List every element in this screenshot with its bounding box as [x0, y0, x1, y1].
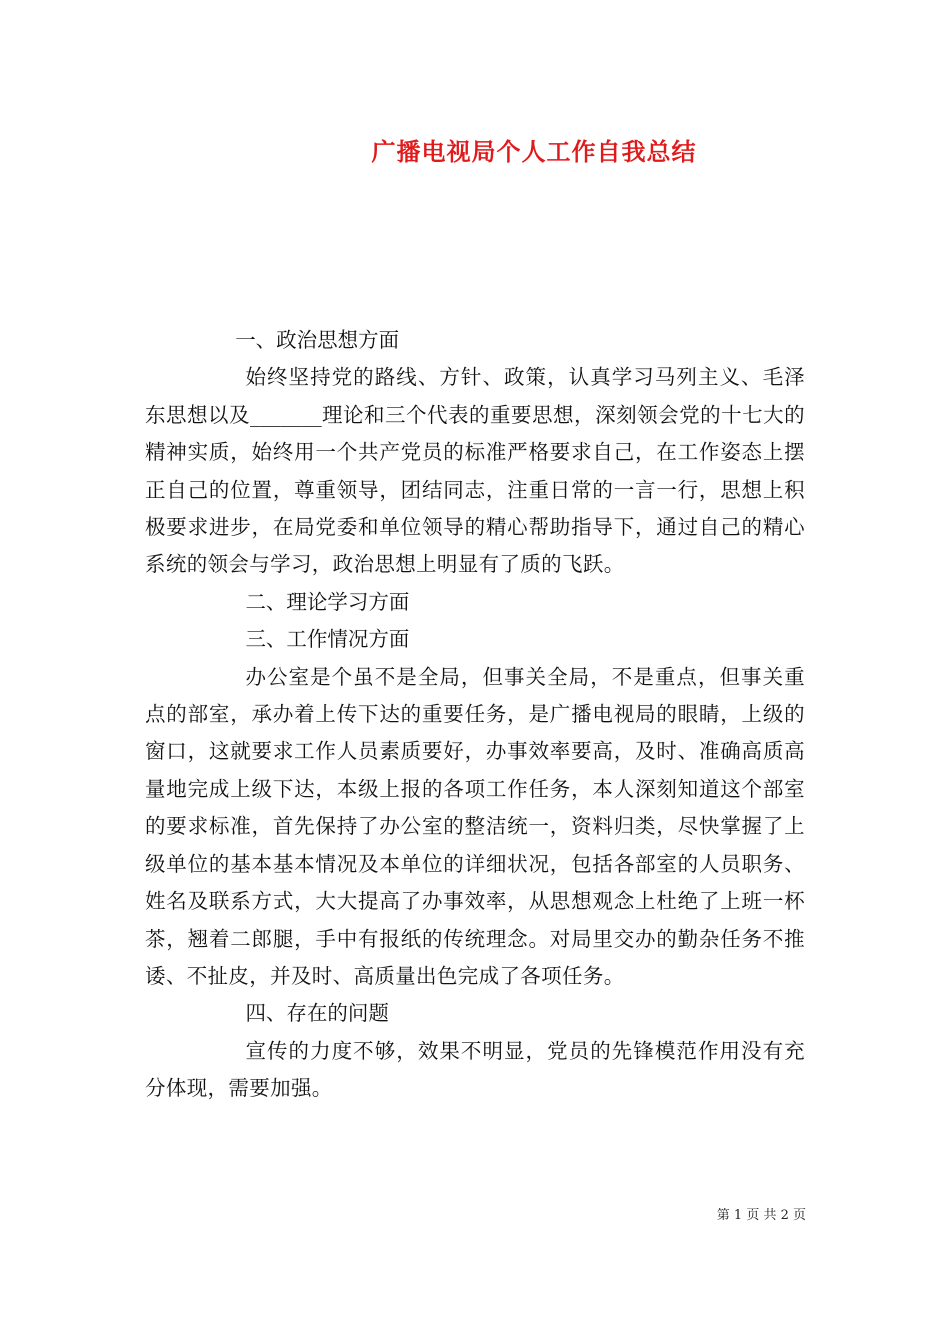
section-heading-problems: 四、存在的问题: [245, 1001, 389, 1026]
section-heading-theory: 二、理论学习方面: [245, 589, 410, 614]
paragraph-work: 办公室是个虽不是全局，但事关全局，不是重点，但事关重点的部室，承办着上传下达的重要任务，是广播电视局的眼睛，上级的窗口，这就要求工作人员素质要好，办事效率要高，及时、准确高质高量地完成上级下达，本级上报的各项工作任务，本人深刻知道这个部室的要求标准，首先保持了办公室的整洁统一，资料归类，尽快掌握了上级单位的基本基本情况及本单位的详细状况，包括各部室的人员职务、姓名及联系方式，大大提高了办事效率，从思想观念上杜绝了上班一杯茶，翘着二郎腿，手中有报纸的传统理念。对局里交办的勤杂任务不推诿、不扯皮，并及时、高质量出色完成了各项任务。: [145, 664, 805, 988]
page-number-footer: 第 1 页 共 2 页: [716, 1208, 806, 1223]
fill-in-blank: _______: [250, 402, 322, 427]
document-title: 广播电视局个人工作自我总结: [371, 137, 697, 166]
section-heading-politics: 一、政治思想方面: [235, 328, 400, 352]
paragraph-politics-start: 始终坚持党的路线、方针、政策，认真学习马列主义、毛泽东思想以及: [145, 365, 805, 427]
paragraph-problems: 宣传的力度不够，效果不明显，党员的先锋模范作用没有充分体现，需要加强。: [145, 1038, 805, 1101]
paragraph-politics: [145, 359, 805, 583]
section-heading-work: 三、工作情况方面: [245, 627, 410, 652]
paragraph-politics-end: 理论和三个代表的重要思想，深刻领会党的十七大的精神实质，始终用一个共产党员的标准严格要求自己，在工作姿态上摆正自己的位置，尊重领导，团结同志，注重日常的一言一行，思想上积极要求进步，在局党委和单位领导的精心帮助指导下，通过自己的精心系统的领会与学习，政治思想上明显有了质的飞跃。: [145, 402, 805, 577]
document-body: [145, 322, 805, 1108]
